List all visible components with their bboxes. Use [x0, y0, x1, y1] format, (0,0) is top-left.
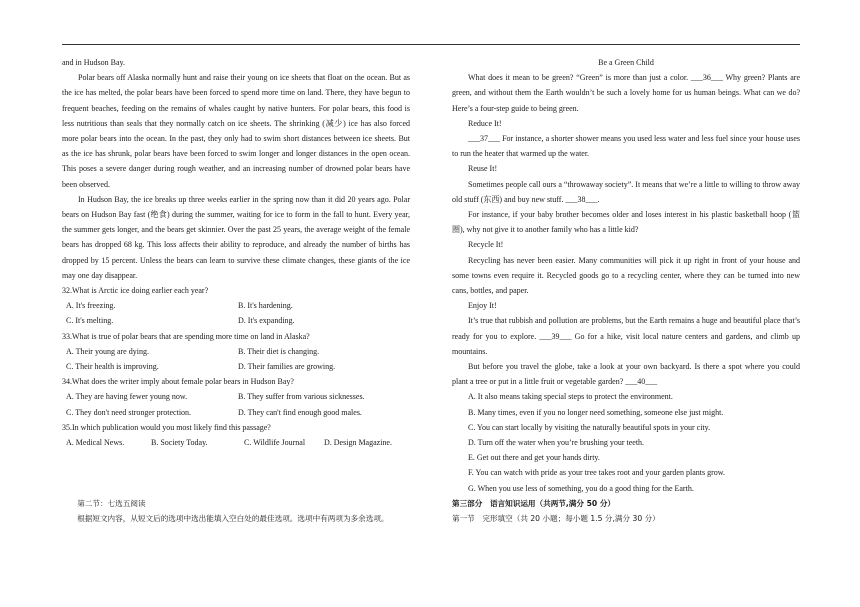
option-b: B. Their diet is changing.: [238, 346, 320, 356]
option-c: C. Wildlife Journal: [244, 438, 306, 448]
paragraph: ___37___ For instance, a shorter shower means you used less water and less fuel since your house uses to run the heater that warmed up the water.: [452, 134, 800, 159]
option-d: D. Turn off the water when you’re brushing your teeth.: [468, 438, 645, 448]
paragraph: Sometimes people call ours a “throwaway society”. It means that we’re a little to willing to throw away old stuff (东西) and buy new stuff. ___38___.: [452, 179, 800, 204]
question-stem: 35.In which publication would you most likely find this passage?: [62, 422, 271, 432]
option-d: D. Their families are growing.: [238, 362, 336, 372]
passage-title: Be a Green Child: [598, 58, 654, 67]
option-c: C. Their health is improving.: [66, 362, 159, 372]
question-stem: 32.What is Arctic ice doing earlier each year?: [62, 286, 209, 296]
question-32: [62, 283, 410, 329]
left-column: [62, 55, 410, 527]
right-column: [452, 55, 800, 526]
question-stem: 34.What does the writer imply about female polar bears in Hudson Bay?: [62, 377, 294, 387]
option-list: [452, 389, 800, 495]
option-b: B. It's hardening.: [238, 301, 293, 311]
question-33: [62, 329, 410, 375]
option-a: A. It also means taking special steps to protect the environment.: [468, 392, 673, 402]
paragraph: For instance, if your baby brother becomes older and loses interest in his plastic basketball hoop (篮圈), why not give it to another family who has a little kid?: [452, 210, 800, 235]
option-d: D. Design Magazine.: [324, 438, 392, 448]
part-heading: 第三部分 语言知识运用（共两节,满分 50 分）: [452, 498, 616, 508]
question-35: [62, 420, 410, 450]
option-g: G. When you use less of something, you do a good thing for the Earth.: [468, 483, 694, 493]
option-d: D. They can't find enough good males.: [238, 407, 362, 417]
paragraph: In Hudson Bay, the ice breaks up three weeks earlier in the spring now than it did 20 years ago. Polar bears on Hudson Bay fast (绝食) during the summer, waiting for ice to form in the fall to hunt. Every year, the summer gets longer, and the bears get skinnier. Over the past 25 years, the average weight of the female bears has dropped 68 kg. This loss affects their ability to reproduce, and already the number of births has dropped by 15 percent. Unless the bears can learn to survive these climate changes, these giants of the ice may one day disappear.: [62, 194, 410, 280]
option-a: A. Medical News.: [66, 438, 125, 448]
option-b: B. Many times, even if you no longer need something, someone else just might.: [468, 407, 724, 417]
paragraph: What does it mean to be green? “Green” is more than just a color. ___36___ Why green? Plants are green, and without them the Earth wouldn’t be such a lovely home for us human beings. What can we do? Here’s a four-step guide to being green.: [452, 73, 800, 113]
option-c: C. It's melting.: [66, 316, 114, 326]
paragraph: But before you travel the globe, take a look at your own backyard. Is there a spot where you could plant a tree or put in a little fruit or vegetable garden? ___40___: [452, 362, 800, 387]
question-34: [62, 374, 410, 420]
option-d: D. It's expanding.: [238, 316, 295, 326]
option-a: A. Their young are dying.: [66, 346, 149, 356]
paragraph: and in Hudson Bay.: [62, 58, 126, 67]
paragraph: Polar bears off Alaska normally hunt and raise their young on ice sheets that float on the ocean. But as the ice has melted, the polar bears have been forced to spend more time on land. There, they have begun to frequent beaches, feeding on the remains of whales caught by native hunters. For polar bears, this food is less nutritious than seals that they normally catch on ice sheets. The shrinking (减少) ice has also forced more polar bears into the ocean. In the past, they only had to swim short distances between ice sheets. But as the ice has shrunk, polar bears have been forced to swim longer and longer distances in the open ocean. This poses a severe danger during rough weather, and an increasing number of drowned polar bears have been observed.: [62, 73, 410, 189]
option-b: B. They suffer from various sicknesses.: [238, 392, 365, 402]
option-b: B. Society Today.: [151, 438, 208, 448]
subheading: Reuse It!: [468, 164, 498, 174]
subheading: Reduce It!: [468, 118, 502, 128]
section-instructions: 根据短文内容，从短文后的选项中选出能填入空白处的最佳选项。选项中有两项为多余选项。: [77, 514, 389, 524]
subheading: Enjoy It!: [468, 301, 497, 311]
section-title: 第二节：七选五阅读: [77, 499, 146, 509]
section-heading: 第一节 完形填空（共 20 小题；每小题 1.5 分,满分 30 分）: [452, 514, 660, 524]
option-a: A. They are having fewer young now.: [66, 392, 188, 402]
option-a: A. It's freezing.: [66, 301, 116, 311]
subheading: Recycle It!: [468, 240, 504, 250]
option-e: E. Get out there and get your hands dirty.: [468, 453, 600, 463]
question-stem: 33.What is true of polar bears that are spending more time on land in Alaska?: [62, 331, 310, 341]
paragraph: It’s true that rubbish and pollution are problems, but the Earth remains a huge and beautiful place that’s ready for you to explore. ___39___ Go for a hike, visit local nature centers and gardens, and climb up mountains.: [452, 316, 800, 356]
paragraph: Recycling has never been easier. Many communities will pick it up right in front of your house and some towns even require it. Recycled goods go to a recycling center, where they can be turned into new cans, bottles, and paper.: [452, 255, 800, 296]
header-rule: [62, 44, 800, 45]
option-c: C. You can start locally by visiting the naturally beautiful spots in your city.: [468, 422, 711, 432]
option-c: C. They don't need stronger protection.: [66, 407, 192, 417]
option-f: F. You can watch with pride as your tree takes root and your garden plants grow.: [468, 468, 726, 478]
